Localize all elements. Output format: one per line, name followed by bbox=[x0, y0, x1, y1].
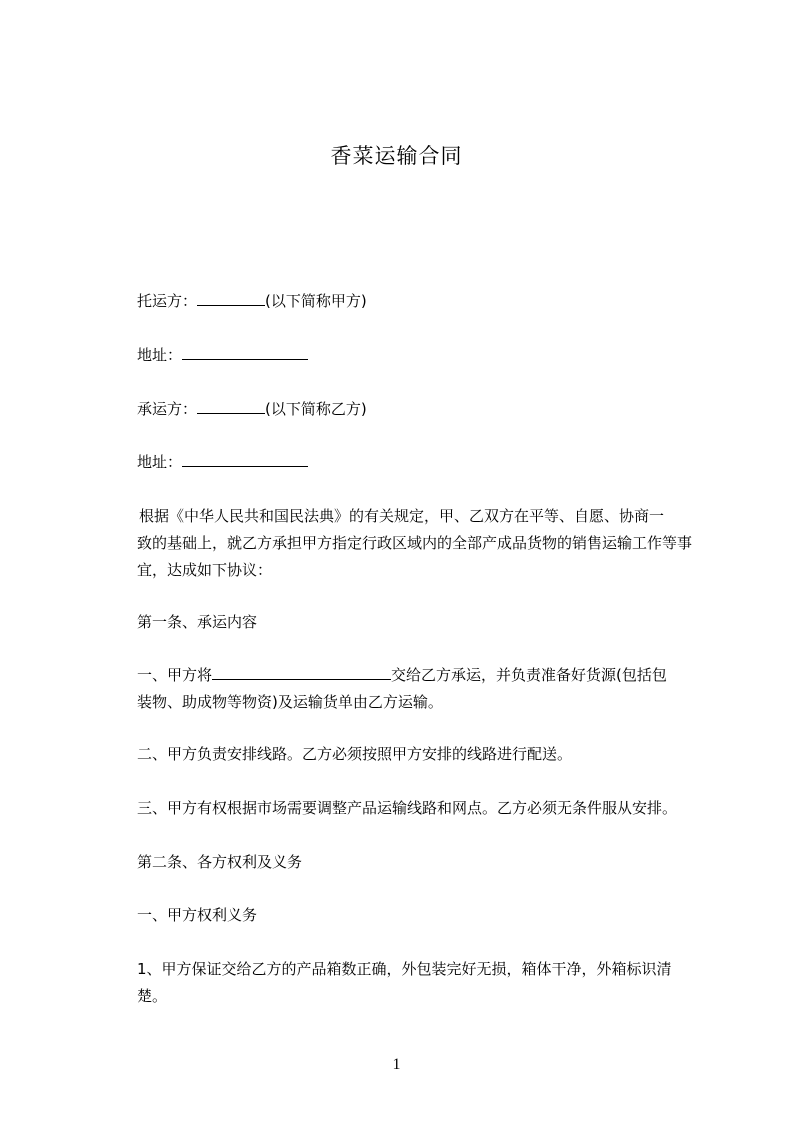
article-2-item-1-line-1: 1、甲方保证交给乙方的产品箱数正确，外包装完好无损，箱体干净，外箱标识清 bbox=[137, 960, 672, 978]
party-a-line bbox=[137, 291, 367, 311]
preamble-line-3: 宜，达成如下协议： bbox=[137, 561, 273, 579]
document-title: 香菜运输合同 bbox=[330, 144, 463, 168]
article-1-clause-2: 二、甲方负责安排线路。乙方必须按照甲方安排的线路进行配送。 bbox=[137, 745, 573, 763]
party-b-address-blank bbox=[182, 452, 308, 467]
party-b-address-label: 地址： bbox=[137, 453, 183, 471]
party-b-suffix: (以下简称乙方) bbox=[265, 400, 367, 418]
party-b-blank bbox=[197, 399, 265, 414]
preamble-line-1: 根据《中华人民共和国民法典》的有关规定，甲、乙双方在平等、自愿、协商一 bbox=[139, 507, 665, 525]
article-2-item-1-line-2: 楚。 bbox=[137, 987, 168, 1005]
clause-1-blank bbox=[212, 665, 391, 680]
party-a-address-blank bbox=[182, 345, 308, 360]
party-b-line bbox=[137, 399, 367, 419]
preamble-line-2: 致的基础上，就乙方承担甲方指定行政区域内的全部产成品货物的销售运输工作等事 bbox=[137, 534, 693, 552]
article-2-sub-1-heading: 一、甲方权利义务 bbox=[137, 906, 258, 924]
article-1-clause-1 bbox=[137, 665, 667, 685]
party-a-blank bbox=[197, 291, 265, 306]
party-a-address-line bbox=[137, 345, 308, 365]
party-a-suffix: (以下简称甲方) bbox=[265, 292, 367, 310]
article-1-clause-3: 三、甲方有权根据市场需要调整产品运输线路和网点。乙方必须无条件服从安排。 bbox=[137, 799, 678, 817]
article-1-clause-1-line-2: 装物、助成物等物资)及运输货单由乙方运输。 bbox=[137, 693, 443, 711]
article-2-heading: 第二条、各方权利及义务 bbox=[137, 853, 303, 871]
clause-1-suffix: 交给乙方承运，并负责准备好货源(包括包 bbox=[391, 666, 667, 684]
clause-1-prefix: 一、甲方将 bbox=[137, 666, 213, 684]
page-number: 1 bbox=[392, 1056, 401, 1073]
party-a-label: 托运方： bbox=[137, 292, 198, 310]
party-b-address-line bbox=[137, 452, 308, 472]
party-b-label: 承运方： bbox=[137, 400, 198, 418]
article-1-heading: 第一条、承运内容 bbox=[137, 613, 258, 631]
party-a-address-label: 地址： bbox=[137, 346, 183, 364]
